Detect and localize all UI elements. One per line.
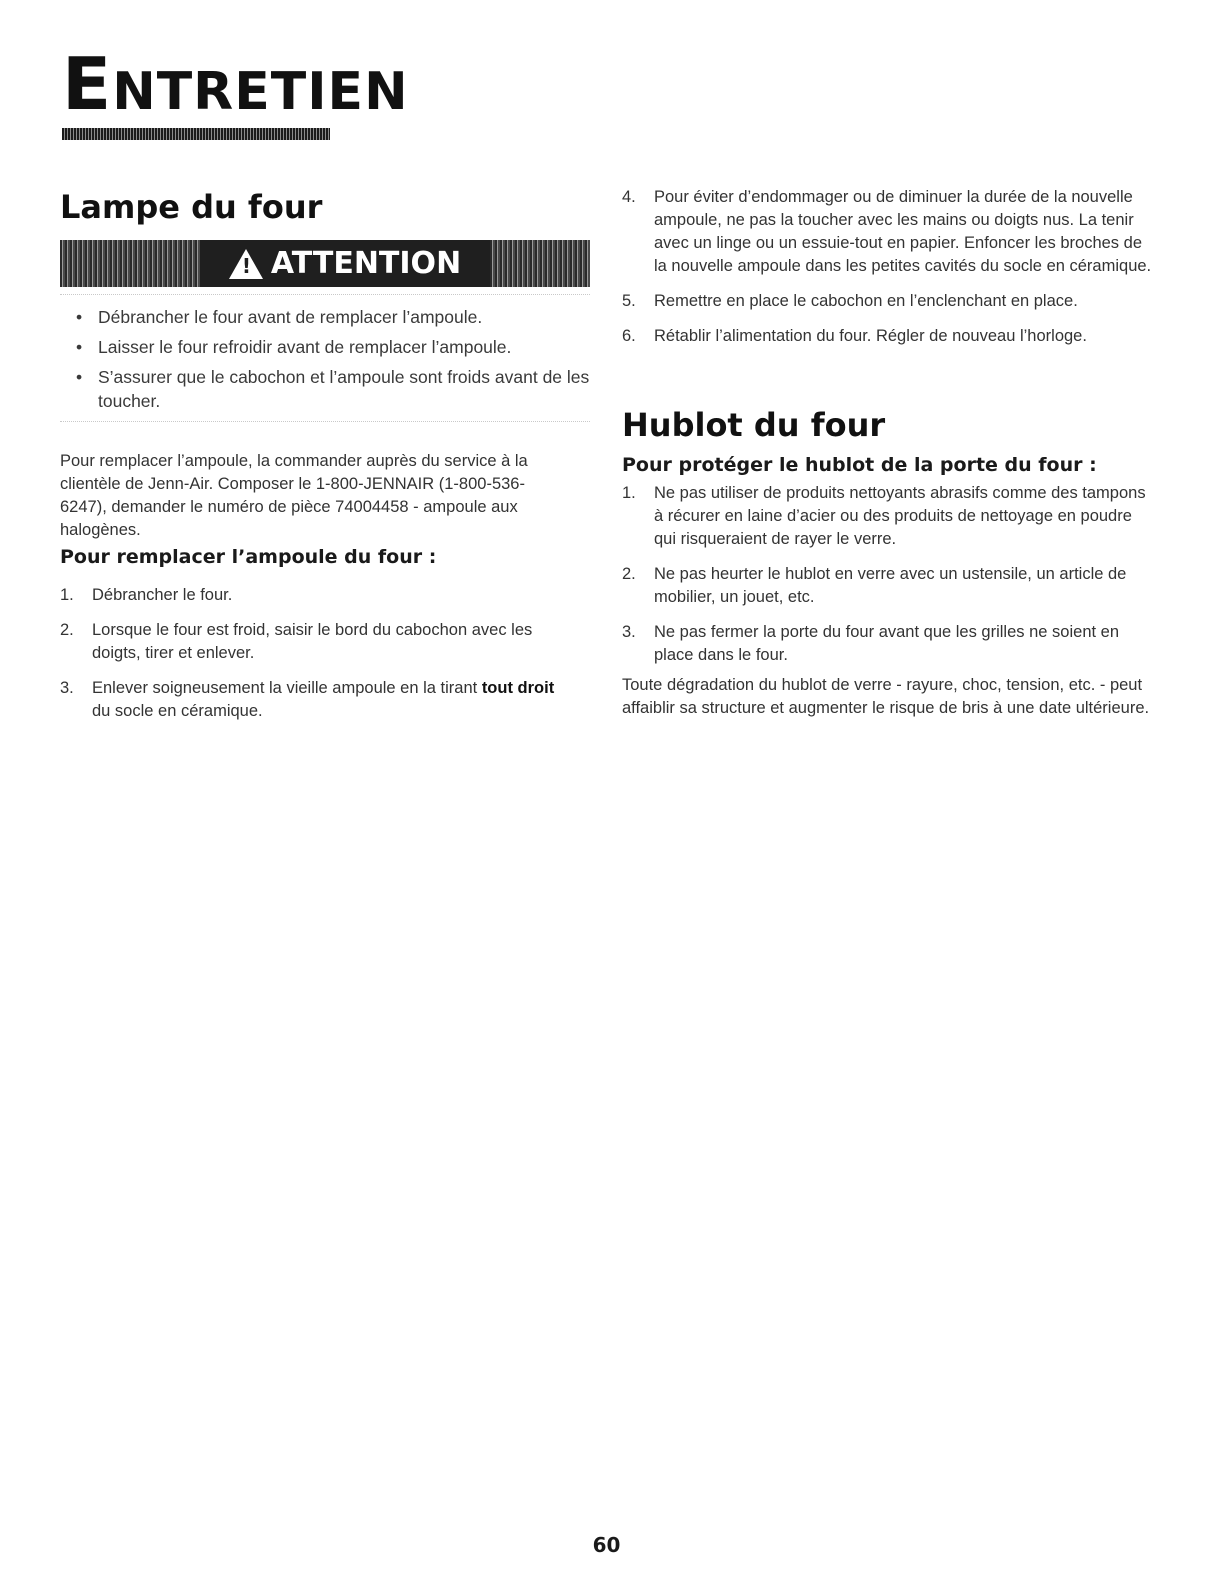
- step-number: 2.: [60, 621, 74, 639]
- step-number: 1.: [60, 586, 74, 604]
- warning-banner-label-box: [200, 240, 490, 287]
- step-text: Lorsque le four est froid, saisir le bord du cabochon avec les doigts, tirer et enlever.: [92, 621, 533, 662]
- step-number: 6.: [622, 327, 636, 345]
- page-title: [62, 42, 409, 128]
- warning-banner: [60, 240, 590, 287]
- warning-list: [60, 295, 590, 413]
- warning-box: [60, 294, 590, 422]
- hublot-steps-list: [622, 482, 1152, 679]
- lampe-subheading: Pour remplacer l’ampoule du four :: [60, 546, 437, 568]
- list-item: [60, 584, 560, 607]
- list-item: [60, 677, 560, 723]
- list-item: [60, 619, 560, 665]
- step-text-before: Enlever soigneusement la vieille ampoule en la tirant: [92, 679, 482, 697]
- page-number: 60: [592, 1533, 621, 1557]
- step-text: Ne pas heurter le hublot en verre avec un ustensile, un article de mobilier, un jouet, etc.: [654, 565, 1127, 606]
- page-title-rest: NTRETIEN: [112, 62, 409, 122]
- step-text-after: du socle en céramique.: [92, 702, 263, 720]
- step-text: Rétablir l’alimentation du four. Régler de nouveau l’horloge.: [654, 327, 1087, 345]
- section-heading-hublot: Hublot du four: [622, 406, 886, 444]
- step-number: 5.: [622, 292, 636, 310]
- list-item: [622, 186, 1152, 278]
- title-rule: [62, 128, 330, 140]
- warning-item: • Débrancher le four avant de remplacer l’ampoule.: [76, 305, 590, 329]
- step-number: 3.: [622, 623, 636, 641]
- section-heading-lampe: Lampe du four: [60, 188, 323, 226]
- step-text: Ne pas fermer la porte du four avant que les grilles ne soient en place dans le four.: [654, 623, 1120, 664]
- hublot-subheading: Pour protéger le hublot de la porte du four :: [622, 454, 1097, 476]
- warning-item: • S’assurer que le cabochon et l’ampoule sont froids avant de les toucher.: [76, 365, 590, 413]
- warning-triangle-icon: [229, 249, 263, 279]
- list-item: [622, 563, 1152, 609]
- page-title-initial: E: [62, 42, 113, 126]
- step-number: 4.: [622, 188, 636, 206]
- lampe-intro-paragraph: Pour remplacer l’ampoule, la commander auprès du service à la clientèle de Jenn-Air. Composer le 1-800-JENNAIR (1-800-536-6247), demander le numéro de pièce 74004458 - ampoule aux halogènes.: [60, 452, 528, 539]
- hublot-outro-paragraph: Toute dégradation du hublot de verre - rayure, choc, tension, etc. - peut affaiblir sa structure et augmenter le risque de bris à une date ultérieure.: [622, 676, 1150, 717]
- step-text: Remettre en place le cabochon en l’enclenchant en place.: [654, 292, 1078, 310]
- warning-item: • Laisser le four refroidir avant de remplacer l’ampoule.: [76, 335, 590, 359]
- lampe-steps-list-continued: [622, 186, 1152, 360]
- list-item: [622, 482, 1152, 551]
- step-text: Ne pas utiliser de produits nettoyants abrasifs comme des tampons à récurer en laine d’acier ou des produits de nettoyage en poudre qui risqueraient de rayer le verre.: [654, 484, 1146, 548]
- step-text: Débrancher le four.: [92, 586, 233, 604]
- list-item: [622, 621, 1152, 667]
- lampe-steps-list: [60, 584, 560, 735]
- step-number: 2.: [622, 565, 636, 583]
- step-text-emphasis: tout droit: [481, 679, 555, 697]
- list-item: [622, 290, 1152, 313]
- step-number: 3.: [60, 679, 74, 697]
- step-text: Pour éviter d’endommager ou de diminuer la durée de la nouvelle ampoule, ne pas la toucher avec les mains ou doigts nus. La tenir avec un linge ou un essuie-tout en papier. Enfoncer les broches de la nouvelle ampoule dans les petites cavités du socle en céramique.: [654, 188, 1152, 275]
- step-number: 1.: [622, 484, 636, 502]
- warning-label: ATTENTION: [270, 246, 462, 281]
- list-item: [622, 325, 1152, 348]
